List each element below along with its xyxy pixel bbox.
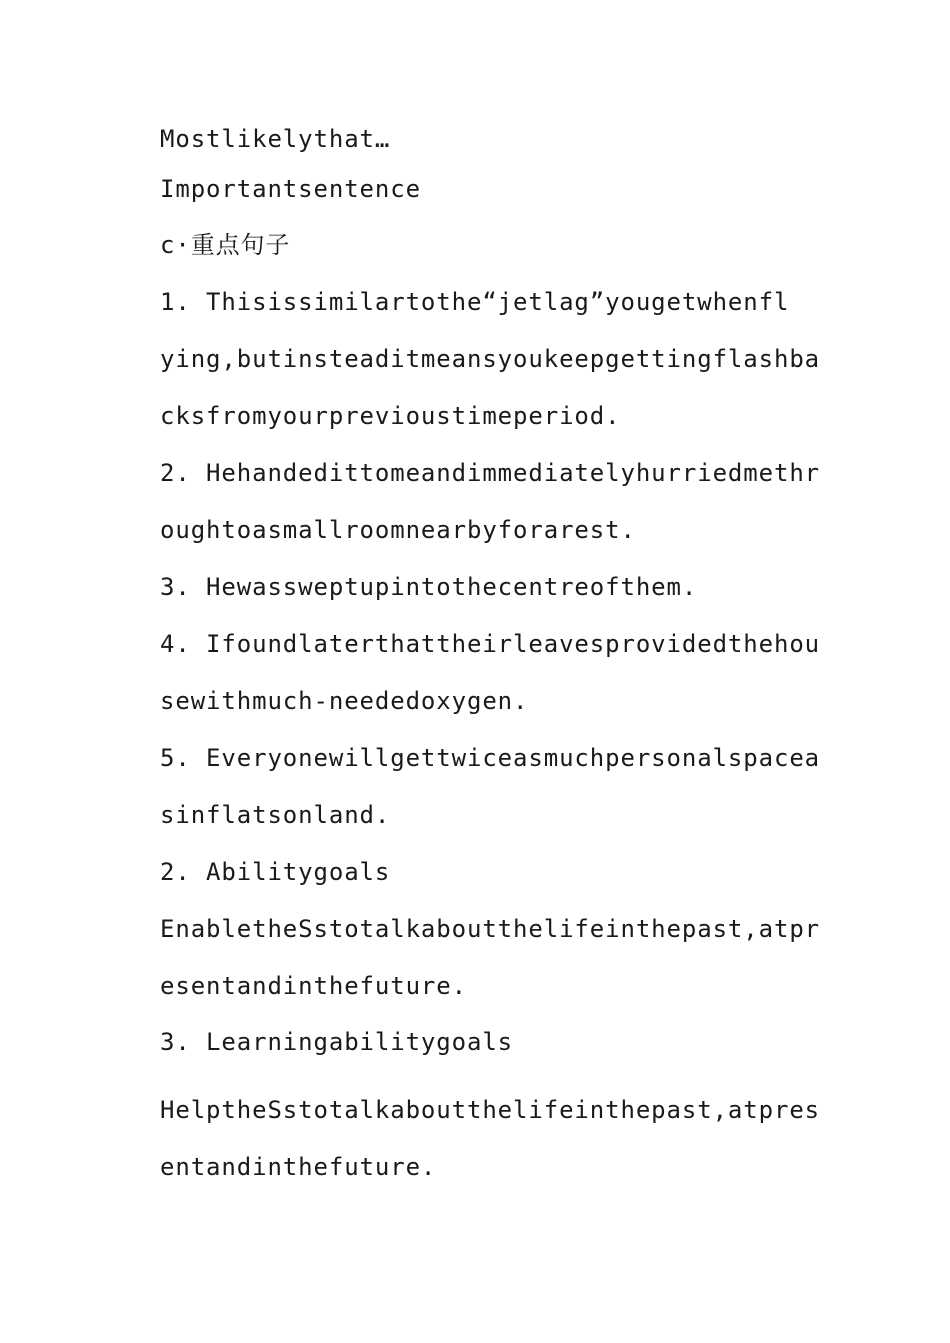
learning-goals-line-1: HelptheSstotalkaboutthelifeinthepast,atpres [160,1096,821,1124]
sentence-4-line-1: 4. Ifoundlaterthattheirleavesprovidedthehou [160,630,821,658]
heading-key-sentences: c·重点句子 [160,231,291,259]
ability-goals-line-1: EnabletheSstotalkaboutthelifeinthepast,atpr [160,915,821,943]
sentence-1-line-3: cksfromyourprevioustimeperiod. [160,402,621,430]
heading-ability-goals: 2. Abilitygoals [160,858,391,886]
text-line-mostlikely: Mostlikelythat… [160,125,391,153]
learning-goals-line-2: entandinthefuture. [160,1153,437,1181]
sentence-2-line-2: oughtoasmallroomnearbyforarest. [160,516,636,544]
sentence-1-line-1: 1. Thisissimilartothe“jetlag”yougetwhenfl [160,288,790,316]
sentence-3: 3. Hewassweptupintothecentreofthem. [160,573,698,601]
sentence-4-line-2: sewithmuch-neededoxygen. [160,687,529,715]
sentence-5-line-2: sinflatsonland. [160,801,391,829]
heading-learning-ability-goals: 3. Learningabilitygoals [160,1028,514,1056]
ability-goals-line-2: esentandinthefuture. [160,972,467,1000]
sentence-1-line-2: ying,butinsteaditmeansyoukeepgettingflashba [160,345,821,373]
heading-important-sentence: Importantsentence [160,175,421,203]
sentence-5-line-1: 5. Everyonewillgettwiceasmuchpersonalspacea [160,744,821,772]
sentence-2-line-1: 2. Hehandedittomeandimmediatelyhurriedmethr [160,459,821,487]
